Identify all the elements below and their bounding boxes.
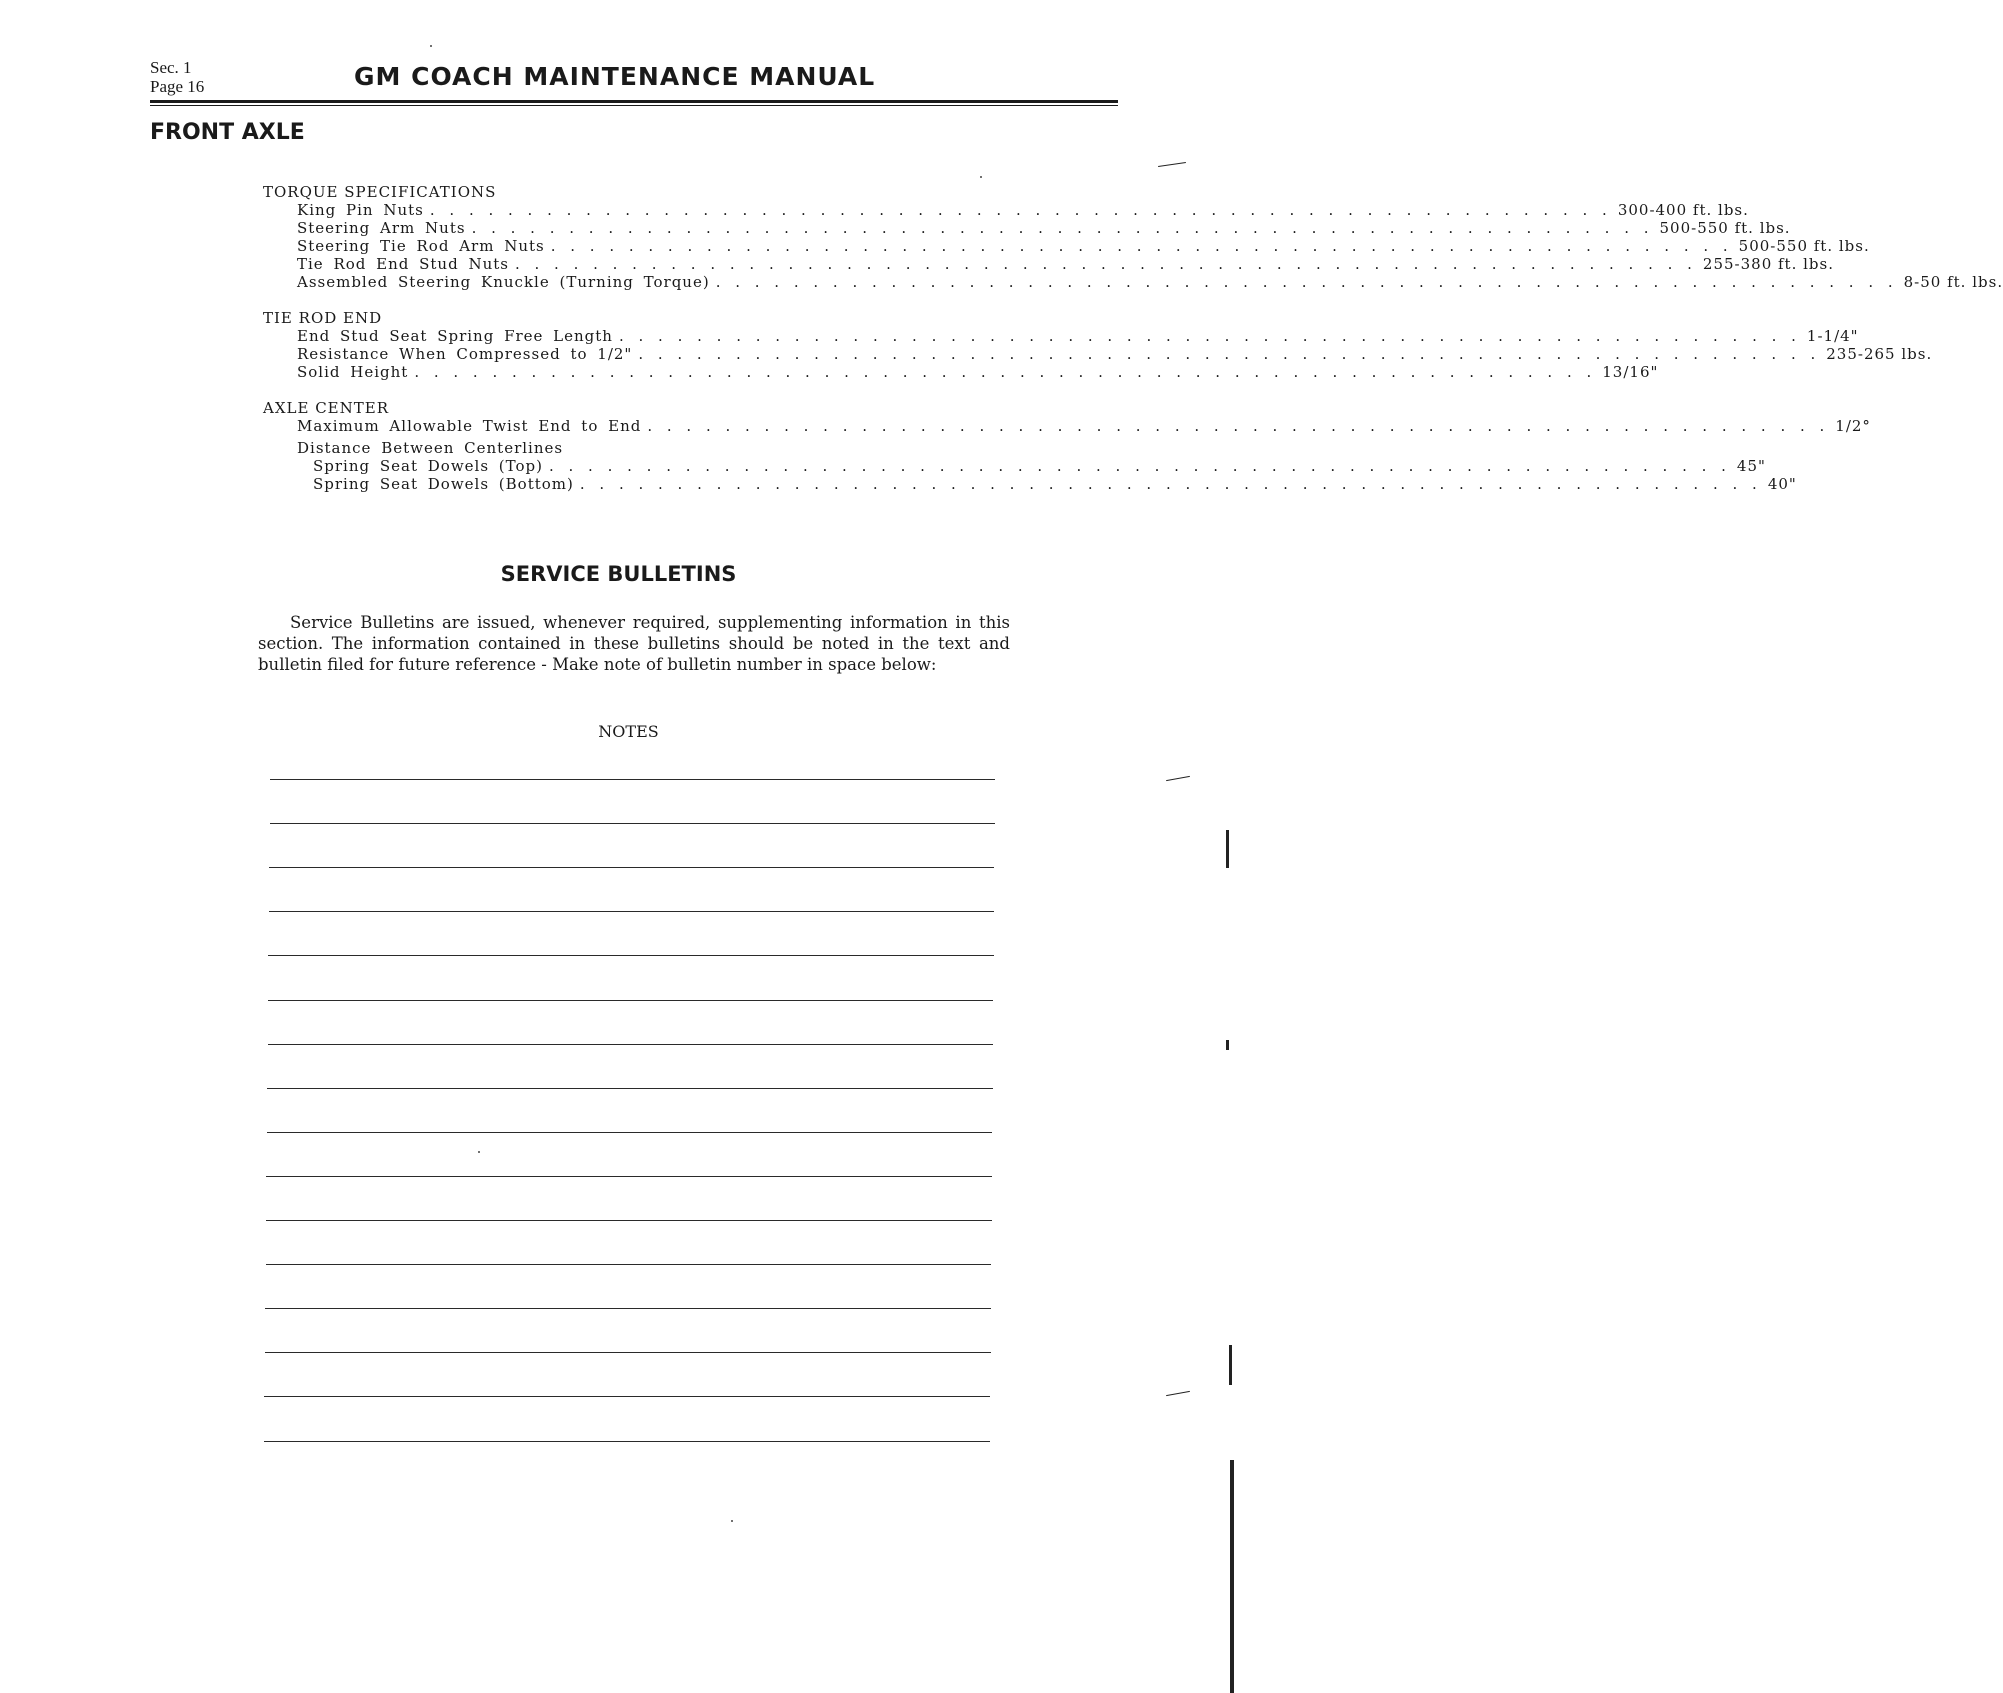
leader-dots: . . . . . . . . . . . . . . . . . . . . . . . . . . . . . . . . . . . . . . . . . . . . . . . . . . . . . . . . . . . . .: [579, 475, 1762, 493]
spec-name: Maximum Allowable Twist End to End: [297, 417, 642, 435]
spec-row: [263, 237, 1870, 255]
spec-row: [263, 345, 1933, 363]
note-line: [264, 1396, 990, 1397]
spec-value: 40": [1767, 475, 1797, 493]
scan-speck: [478, 1151, 480, 1153]
leader-dots: . . . . . . . . . . . . . . . . . . . . . . . . . . . . . . . . . . . . . . . . . . . . . . . . . . . . . . . . . . . . .: [514, 255, 1697, 273]
spec-row: [263, 457, 1766, 475]
note-line: [269, 911, 994, 912]
scan-edge-mark: [1226, 830, 1229, 868]
note-line: [266, 1264, 992, 1265]
axle-center-heading: AXLE CENTER: [263, 399, 389, 417]
note-line: [267, 1132, 993, 1133]
leader-dots: . . . . . . . . . . . . . . . . . . . . . . . . . . . . . . . . . . . . . . . . . . . . . . . . . . . . . . . . . . . . .: [429, 201, 1612, 219]
spec-value: 1-1/4": [1806, 327, 1859, 345]
spec-value: 8-50 ft. lbs.: [1903, 273, 2003, 291]
note-line: [266, 1176, 992, 1177]
scan-edge-mark: [1229, 1345, 1232, 1385]
spec-row: [263, 417, 1871, 435]
leader-dots: . . . . . . . . . . . . . . . . . . . . . . . . . . . . . . . . . . . . . . . . . . . . . . . . . . . . . . . . . . . . .: [548, 457, 1731, 475]
torque-specifications-heading: TORQUE SPECIFICATIONS: [263, 183, 497, 201]
spec-value: 500-550 ft. lbs.: [1738, 237, 1870, 255]
spec-name: King Pin Nuts: [297, 201, 424, 219]
spec-row: [263, 219, 1791, 237]
service-bulletins-title: SERVICE BULLETINS: [500, 562, 737, 586]
scan-edge-mark: [1158, 162, 1186, 167]
scan-speck: [430, 45, 432, 47]
header-rule-thin: [150, 105, 1118, 106]
page-header: [150, 58, 1118, 108]
spec-value: 300-400 ft. lbs.: [1617, 201, 1749, 219]
leader-dots: . . . . . . . . . . . . . . . . . . . . . . . . . . . . . . . . . . . . . . . . . . . . . . . . . . . . . . . . . . . . .: [618, 327, 1801, 345]
spec-name: End Stud Seat Spring Free Length: [297, 327, 613, 345]
tie-rod-end-heading: TIE ROD END: [263, 309, 383, 327]
note-line: [265, 1308, 991, 1309]
section-page-reference: [150, 58, 204, 96]
note-line: [264, 1441, 990, 1442]
spec-value: 45": [1736, 457, 1766, 475]
scan-speck: [731, 1520, 733, 1522]
leader-dots: . . . . . . . . . . . . . . . . . . . . . . . . . . . . . . . . . . . . . . . . . . . . . . . . . . . . . . . . . . . . .: [550, 237, 1733, 255]
spec-name: Spring Seat Dowels (Bottom): [313, 475, 574, 493]
spec-row: [263, 201, 1749, 219]
notes-label: NOTES: [598, 722, 659, 741]
service-bulletins-text: Service Bulletins are issued, whenever required, supplementing information in this section. The information contained in these bulletins should be noted in the text and bulletin filed for future reference - Make note of bulletin number in space below:: [258, 613, 1010, 674]
spec-row: [263, 255, 1834, 273]
note-line: [268, 1044, 993, 1045]
distance-between-centerlines-label: Distance Between Centerlines: [297, 439, 564, 457]
spec-row: [263, 363, 1659, 381]
scan-speck: [980, 176, 982, 178]
spec-row: [263, 475, 1797, 493]
leader-dots: . . . . . . . . . . . . . . . . . . . . . . . . . . . . . . . . . . . . . . . . . . . . . . . . . . . . . . . . . . . . .: [638, 345, 1821, 363]
page-number: Page 16: [150, 77, 205, 96]
spec-name: Tie Rod End Stud Nuts: [297, 255, 509, 273]
note-line: [270, 779, 995, 780]
spec-name: Steering Arm Nuts: [297, 219, 466, 237]
leader-dots: . . . . . . . . . . . . . . . . . . . . . . . . . . . . . . . . . . . . . . . . . . . . . . . . . . . . . . . . . . . . .: [715, 273, 1898, 291]
leader-dots: . . . . . . . . . . . . . . . . . . . . . . . . . . . . . . . . . . . . . . . . . . . . . . . . . . . . . . . . . . . . .: [471, 219, 1654, 237]
spec-name: Spring Seat Dowels (Top): [313, 457, 543, 475]
scan-edge-mark: [1230, 1460, 1234, 1693]
spec-row: [263, 273, 2003, 291]
leader-dots: . . . . . . . . . . . . . . . . . . . . . . . . . . . . . . . . . . . . . . . . . . . . . . . . . . . . . . . . . . . . .: [414, 363, 1597, 381]
torque-specifications-block: [263, 183, 2003, 493]
note-line: [265, 1352, 991, 1353]
spec-value: 255-380 ft. lbs.: [1702, 255, 1834, 273]
leader-dots: . . . . . . . . . . . . . . . . . . . . . . . . . . . . . . . . . . . . . . . . . . . . . . . . . . . . . . . . . . . . .: [647, 417, 1830, 435]
spec-value: 13/16": [1602, 363, 1659, 381]
spec-name: Assembled Steering Knuckle (Turning Torque): [297, 273, 710, 291]
note-line: [269, 867, 994, 868]
scan-edge-mark: [1226, 1040, 1229, 1050]
spec-name: Resistance When Compressed to 1/2": [297, 345, 633, 363]
note-line: [267, 1088, 992, 1089]
spec-name: Steering Tie Rod Arm Nuts: [297, 237, 545, 255]
manual-title: GM COACH MAINTENANCE MANUAL: [354, 62, 876, 91]
note-line: [270, 823, 995, 824]
note-line: [268, 955, 993, 956]
spec-row: [263, 327, 1859, 345]
spec-value: 235-265 lbs.: [1826, 345, 1933, 363]
scan-edge-mark: [1166, 776, 1190, 781]
section-title: FRONT AXLE: [150, 120, 305, 145]
section-number: Sec. 1: [150, 58, 192, 77]
spec-name: Solid Height: [297, 363, 409, 381]
spec-value: 1/2°: [1835, 417, 1871, 435]
header-rule-thick: [150, 100, 1118, 103]
note-line: [266, 1220, 992, 1221]
spec-value: 500-550 ft. lbs.: [1659, 219, 1791, 237]
scan-edge-mark: [1166, 1391, 1190, 1396]
note-line: [268, 1000, 993, 1001]
